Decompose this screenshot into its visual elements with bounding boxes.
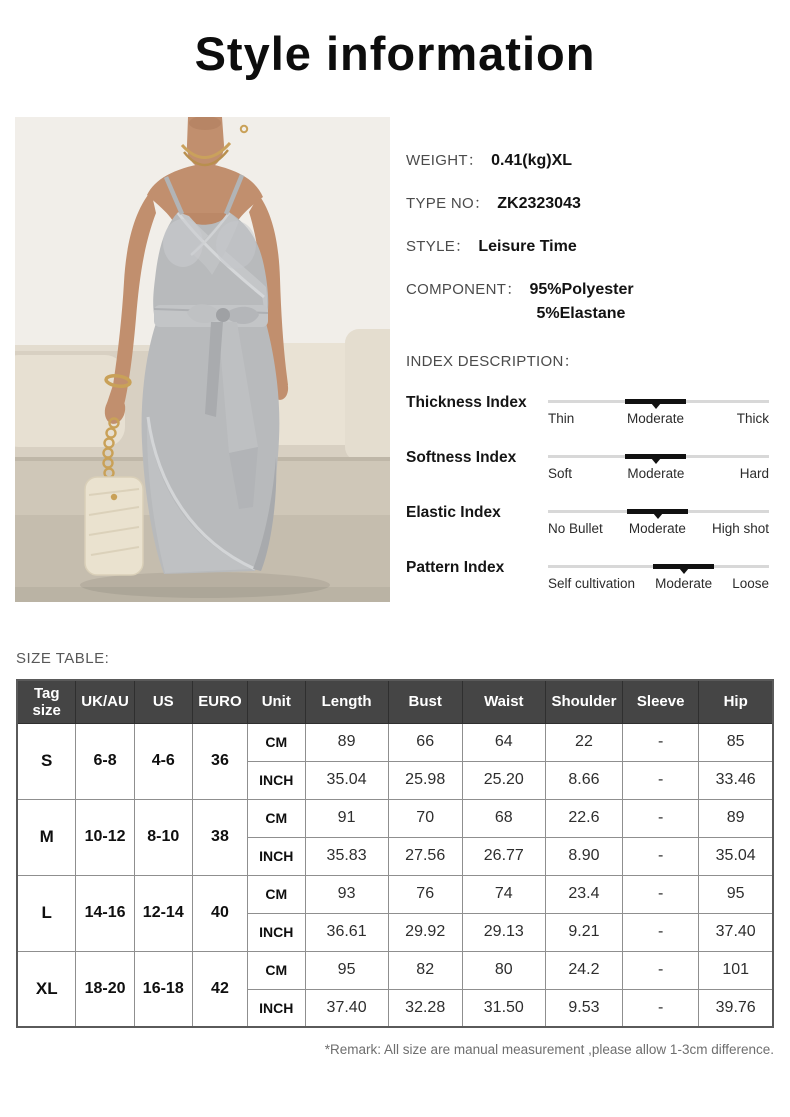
table-cell: XL — [17, 951, 76, 1027]
index-option: High shot — [711, 521, 769, 536]
table-cell: 42 — [192, 951, 247, 1027]
table-cell: 16-18 — [134, 951, 192, 1027]
index-option: Moderate — [626, 411, 685, 426]
spec-type-no — [406, 194, 773, 214]
index-level-segment — [625, 454, 686, 459]
table-cell: 6-8 — [76, 723, 134, 799]
column-header: Hip — [699, 680, 773, 723]
main-content — [0, 117, 790, 602]
index-option: Moderate — [628, 521, 686, 536]
table-cell: 27.56 — [388, 837, 462, 875]
table-cell: 8.90 — [545, 837, 622, 875]
table-cell: 22.6 — [545, 799, 622, 837]
table-cell: L — [17, 875, 76, 951]
table-cell: 95 — [699, 875, 773, 913]
index-option: Thick — [736, 411, 769, 426]
table-cell: 66 — [388, 723, 462, 761]
spec-value: 95%Polyester 5%Elastane — [529, 281, 634, 322]
index-option: Moderate — [627, 466, 685, 481]
column-header: Tag size — [17, 680, 76, 723]
table-cell: INCH — [248, 761, 305, 799]
table-cell: 24.2 — [545, 951, 622, 989]
table-cell: - — [623, 951, 699, 989]
table-cell: 68 — [462, 799, 545, 837]
index-slider — [548, 392, 769, 426]
index-track — [548, 455, 769, 458]
index-option: Self cultivation — [548, 576, 636, 591]
index-level-segment — [627, 509, 688, 514]
table-cell: 26.77 — [462, 837, 545, 875]
table-cell: CM — [248, 875, 305, 913]
table-cell: 14-16 — [76, 875, 134, 951]
table-cell: 25.20 — [462, 761, 545, 799]
index-name: Thickness Index — [406, 394, 527, 411]
table-cell: 80 — [462, 951, 545, 989]
table-cell: 9.21 — [545, 913, 622, 951]
column-header: Bust — [388, 680, 462, 723]
table-cell: 101 — [699, 951, 773, 989]
table-row — [17, 799, 773, 837]
table-cell: 31.50 — [462, 989, 545, 1027]
table-cell: 40 — [192, 875, 247, 951]
table-cell: 33.46 — [699, 761, 773, 799]
table-cell: 37.40 — [699, 913, 773, 951]
table-cell: 12-14 — [134, 875, 192, 951]
table-cell: 64 — [462, 723, 545, 761]
table-cell: 8-10 — [134, 799, 192, 875]
index-name: Pattern Index — [406, 559, 505, 576]
table-cell: 32.28 — [388, 989, 462, 1027]
index-option: No Bullet — [548, 521, 603, 536]
index-option: Soft — [548, 466, 573, 481]
table-cell: 23.4 — [545, 875, 622, 913]
index-level-segment — [653, 564, 714, 569]
table-cell: - — [623, 913, 699, 951]
column-header: Unit — [248, 680, 305, 723]
size-table-section — [0, 650, 790, 1057]
table-cell: 95 — [305, 951, 388, 989]
table-cell: - — [623, 875, 699, 913]
product-photo — [15, 117, 390, 602]
spec-weight — [406, 151, 773, 171]
size-table — [16, 679, 774, 1028]
index-level-segment — [625, 399, 686, 404]
column-header: Shoulder — [545, 680, 622, 723]
table-cell: 9.53 — [545, 989, 622, 1027]
table-cell: 8.66 — [545, 761, 622, 799]
column-header: UK/AU — [76, 680, 134, 723]
product-details — [402, 117, 775, 602]
index-slider — [548, 557, 769, 591]
index-option: Moderate — [655, 576, 713, 591]
spec-value: ZK2323043 — [497, 195, 581, 212]
table-cell: 10-12 — [76, 799, 134, 875]
table-cell: CM — [248, 951, 305, 989]
spec-label: COMPONENT： — [406, 281, 522, 298]
table-cell: CM — [248, 723, 305, 761]
table-cell: INCH — [248, 989, 305, 1027]
index-description-title: INDEX DESCRIPTION： — [406, 353, 579, 370]
index-slider — [548, 502, 769, 536]
spec-style — [406, 237, 773, 257]
table-cell: 22 — [545, 723, 622, 761]
table-cell: 35.04 — [305, 761, 388, 799]
table-cell: 35.04 — [699, 837, 773, 875]
index-slider — [548, 447, 769, 481]
table-cell: 74 — [462, 875, 545, 913]
table-cell: 76 — [388, 875, 462, 913]
table-cell: 29.13 — [462, 913, 545, 951]
table-cell: M — [17, 799, 76, 875]
table-row — [17, 723, 773, 761]
spec-value: 0.41(kg)XL — [491, 152, 573, 169]
table-cell: S — [17, 723, 76, 799]
table-cell: - — [623, 761, 699, 799]
index-track — [548, 510, 769, 513]
index-name: Softness Index — [406, 449, 517, 466]
table-cell: - — [623, 799, 699, 837]
table-row — [17, 951, 773, 989]
spec-value: Leisure Time — [478, 238, 577, 255]
column-header: Waist — [462, 680, 545, 723]
spec-component — [406, 280, 773, 324]
size-table-title: SIZE TABLE: — [16, 650, 110, 667]
table-cell: 36.61 — [305, 913, 388, 951]
table-cell: 39.76 — [699, 989, 773, 1027]
column-header: Sleeve — [623, 680, 699, 723]
index-track — [548, 565, 769, 568]
spec-label: STYLE： — [406, 238, 471, 255]
index-row-pattern — [406, 557, 773, 591]
index-option: Loose — [732, 576, 769, 591]
product-photo-illustration — [15, 117, 390, 602]
table-cell: 82 — [388, 951, 462, 989]
page-title: Style information — [194, 27, 596, 80]
table-cell: CM — [248, 799, 305, 837]
table-cell: 38 — [192, 799, 247, 875]
table-cell: - — [623, 723, 699, 761]
index-option: Hard — [739, 466, 769, 481]
table-cell: 35.83 — [305, 837, 388, 875]
table-cell: INCH — [248, 837, 305, 875]
table-cell: 29.92 — [388, 913, 462, 951]
column-header: US — [134, 680, 192, 723]
index-row-elastic — [406, 502, 773, 536]
table-cell: 25.98 — [388, 761, 462, 799]
table-cell: 89 — [699, 799, 773, 837]
remark-text: *Remark: All size are manual measurement ,please allow 1-3cm difference. — [324, 1042, 774, 1057]
table-cell: 89 — [305, 723, 388, 761]
table-cell: - — [623, 837, 699, 875]
column-header: EURO — [192, 680, 247, 723]
table-cell: 36 — [192, 723, 247, 799]
table-cell: INCH — [248, 913, 305, 951]
index-row-thickness — [406, 392, 773, 426]
index-row-softness — [406, 447, 773, 481]
table-cell: 85 — [699, 723, 773, 761]
table-cell: 37.40 — [305, 989, 388, 1027]
table-header-row — [17, 680, 773, 723]
table-cell: 91 — [305, 799, 388, 837]
spec-label: TYPE NO： — [406, 195, 490, 212]
column-header: Length — [305, 680, 388, 723]
spec-label: WEIGHT： — [406, 152, 484, 169]
table-cell: 93 — [305, 875, 388, 913]
index-track — [548, 400, 769, 403]
table-row — [17, 875, 773, 913]
table-cell: 4-6 — [134, 723, 192, 799]
table-cell: 70 — [388, 799, 462, 837]
index-name: Elastic Index — [406, 504, 501, 521]
index-option: Thin — [548, 411, 575, 426]
table-cell: 18-20 — [76, 951, 134, 1027]
table-cell: - — [623, 989, 699, 1027]
